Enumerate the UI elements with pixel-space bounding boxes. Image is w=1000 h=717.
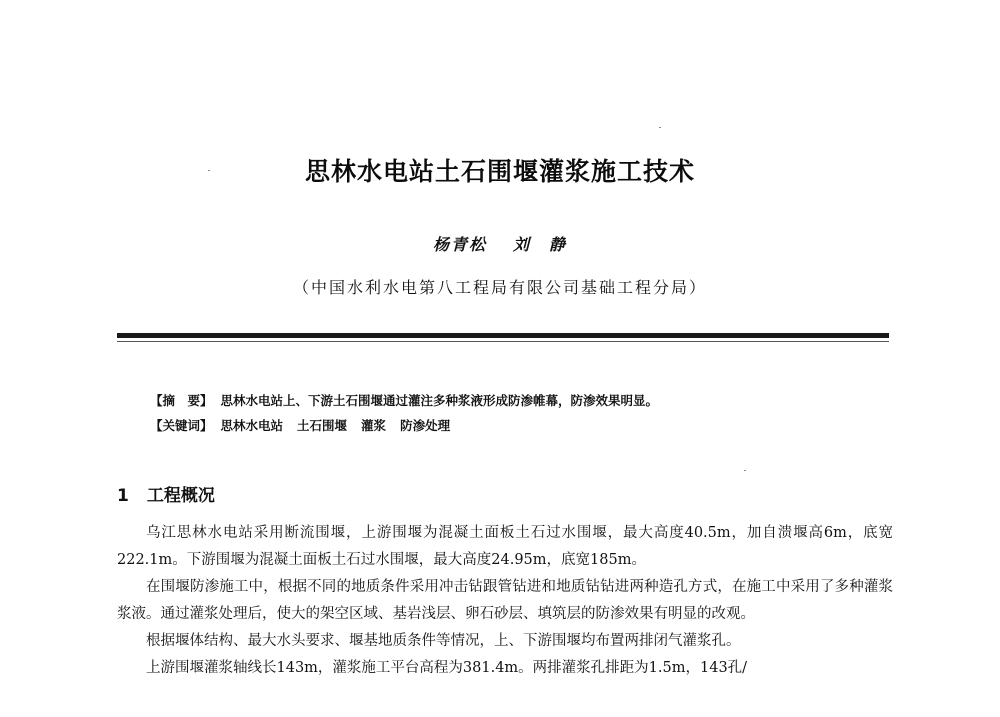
keywords-list bbox=[221, 418, 451, 433]
abstract-label: 【摘 要】 bbox=[150, 393, 213, 408]
scan-speck bbox=[659, 127, 661, 128]
keywords-row bbox=[150, 413, 870, 438]
body-paragraph: 乌江思林水电站采用断流围堰，上游围堰为混凝土面板土石过水围堰，最大高度40.5m，加自溃堰高6m，底宽222.1m。下游围堰为混凝土面板土石过水围堰，最大高度24.95m，底宽185m。 bbox=[117, 525, 893, 568]
author-name: 刘 静 bbox=[513, 235, 568, 254]
author-list bbox=[0, 232, 1000, 255]
body-paragraph: 在围堰防渗施工中，根据不同的地质条件采用冲击钻跟管钻进和地质钻钻进两种造孔方式，在施工中采用了多种灌浆浆液。通过灌浆处理后，使大的架空区域、基岩浅层、卵石砂层、填筑层的防渗效果有明显的改观。 bbox=[117, 579, 893, 622]
section-title: 工程概况 bbox=[146, 486, 215, 506]
keyword-item: 灌浆 bbox=[361, 418, 387, 433]
author-name: 杨青松 bbox=[432, 235, 487, 254]
section-body bbox=[117, 520, 893, 682]
section-heading bbox=[117, 481, 215, 506]
body-paragraph: 上游围堰灌浆轴线长143m，灌浆施工平台高程为381.4m。两排灌浆孔排距为1.5m，143孔/ bbox=[146, 660, 748, 676]
abstract-row bbox=[150, 388, 870, 413]
scan-speck bbox=[208, 170, 210, 171]
header-rule-thin bbox=[117, 341, 889, 342]
keywords-label: 【关键词】 bbox=[150, 418, 213, 433]
paper-title: 思林水电站土石围堰灌浆施工技术 bbox=[304, 157, 695, 186]
author-affiliation: （中国水利水电第八工程局有限公司基础工程分局） bbox=[292, 278, 707, 297]
scan-speck bbox=[744, 470, 746, 471]
keyword-item: 土石围堰 bbox=[297, 418, 348, 433]
keyword-item: 防渗处理 bbox=[400, 418, 451, 433]
section-number: 1 bbox=[117, 486, 129, 506]
abstract-text: 思林水电站上、下游土石围堰通过灌注多种浆液形成防渗帷幕，防渗效果明显。 bbox=[220, 393, 659, 408]
abstract-block bbox=[150, 388, 870, 438]
header-rule-thick bbox=[117, 333, 889, 338]
keyword-item: 思林水电站 bbox=[220, 418, 284, 433]
body-paragraph: 根据堰体结构、最大水头要求、堰基地质条件等情况，上、下游围堰均布置两排闭气灌浆孔。 bbox=[146, 633, 741, 649]
